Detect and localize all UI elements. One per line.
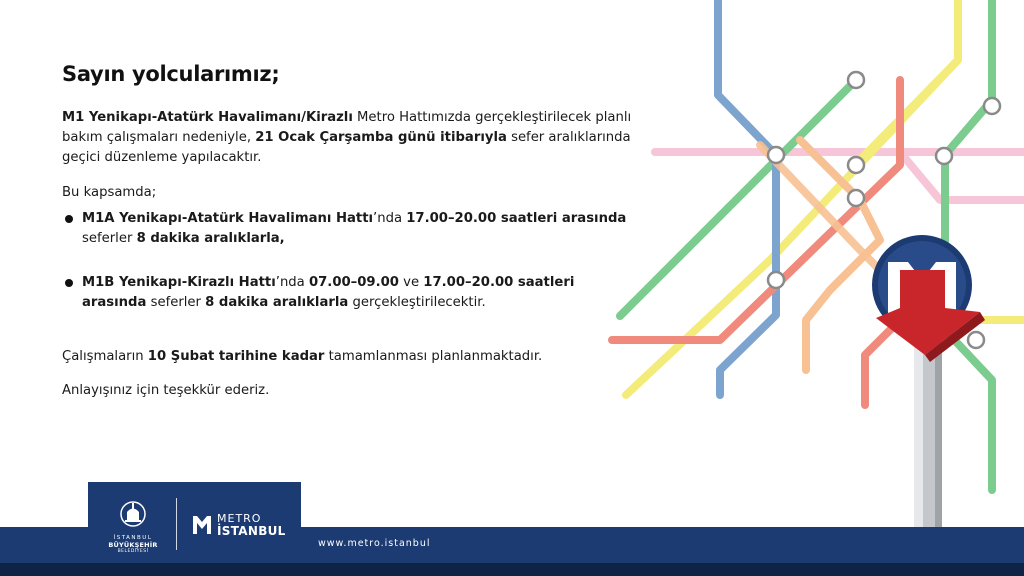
station-circle — [936, 148, 952, 164]
announcement-title: Sayın yolcularımız; — [62, 62, 280, 86]
scope-text: Bu kapsamda; — [62, 185, 157, 200]
start-date: 21 Ocak Çarşamba günü itibarıyla — [255, 130, 507, 145]
announcement — [62, 62, 642, 401]
ibb-text-3: BELEDİYESİ — [117, 549, 149, 554]
m1a-text-2: seferler — [82, 231, 137, 246]
footer-bottom-strip — [0, 563, 1024, 576]
plan-text-1: Çalışmaların — [62, 349, 148, 364]
station-circle — [848, 190, 864, 206]
station-circle — [984, 98, 1000, 114]
m1b-morning-hours: 07.00–09.00 — [308, 275, 399, 290]
station-circle — [768, 147, 784, 163]
bullet-dot — [65, 215, 73, 223]
metro-istanbul-logo — [192, 512, 286, 538]
station-circle — [768, 272, 784, 288]
logo-panel — [88, 482, 301, 563]
m1b-line: M1B Yenikapı-Kirazlı Hattı — [82, 275, 276, 290]
intro-text-1: Metro Hattımızda gerçekleştirilecek planlı bakım çalışmaları nedeniyle, — [62, 110, 632, 145]
thanks-text: Anlayışınız için teşekkür ederiz. — [62, 383, 270, 398]
logo-divider — [176, 498, 177, 550]
plan-text-2: tamamlanması planlanmaktadır. — [324, 349, 543, 364]
m1b-text-4: gerçekleştirilecektir. — [348, 295, 486, 310]
metro-map-illustration — [600, 0, 1024, 563]
schedule-list — [62, 209, 642, 313]
ibb-text-1: İSTANBUL — [113, 535, 153, 541]
m1b-interval: 8 dakika aralıklarla — [205, 295, 349, 310]
red-line — [612, 80, 900, 340]
plan-paragraph — [62, 347, 642, 367]
station-circle — [848, 72, 864, 88]
station-circle — [968, 332, 984, 348]
m1b-evening-hours: 17.00–20.00 saatleri arasında — [82, 275, 575, 310]
m1a-interval: 8 dakika aralıklarla, — [136, 231, 285, 246]
metro-text-1: METRO — [217, 512, 262, 525]
metro-sign — [872, 235, 985, 554]
end-date: 10 Şubat tarihine kadar — [147, 349, 325, 364]
m1a-text-1: ’nda — [373, 211, 407, 226]
ibb-logo — [104, 500, 162, 554]
station-circle — [848, 157, 864, 173]
m1a-hours: 17.00–20.00 saatleri arasında — [406, 211, 627, 226]
metro-m-icon — [192, 514, 212, 536]
ibb-emblem-icon — [120, 500, 146, 528]
bullet-dot — [65, 279, 73, 287]
m1b-text-1: ’nda — [275, 275, 309, 290]
green-line-2 — [945, 0, 992, 490]
yellow-line-2 — [860, 60, 958, 160]
m1a-line: M1A Yenikapı-Atatürk Havalimanı Hattı — [82, 211, 374, 226]
m1b-text-2: ve — [398, 275, 424, 290]
green-line-1 — [620, 76, 860, 316]
metro-text-2: İSTANBUL — [217, 524, 286, 538]
list-item — [62, 209, 642, 249]
line-name: M1 Yenikapı-Atatürk Havalimanı/Kirazlı — [62, 110, 353, 125]
ibb-text-2: BÜYÜKŞEHİR — [108, 541, 158, 549]
m1b-text-3: seferler — [146, 295, 206, 310]
intro-text-2: sefer aralıklarında geçici düzenleme yapılacaktır. — [62, 130, 631, 165]
intro-paragraph — [62, 108, 642, 168]
list-item — [62, 273, 642, 313]
website-link[interactable]: www.metro.istanbul — [318, 538, 431, 549]
